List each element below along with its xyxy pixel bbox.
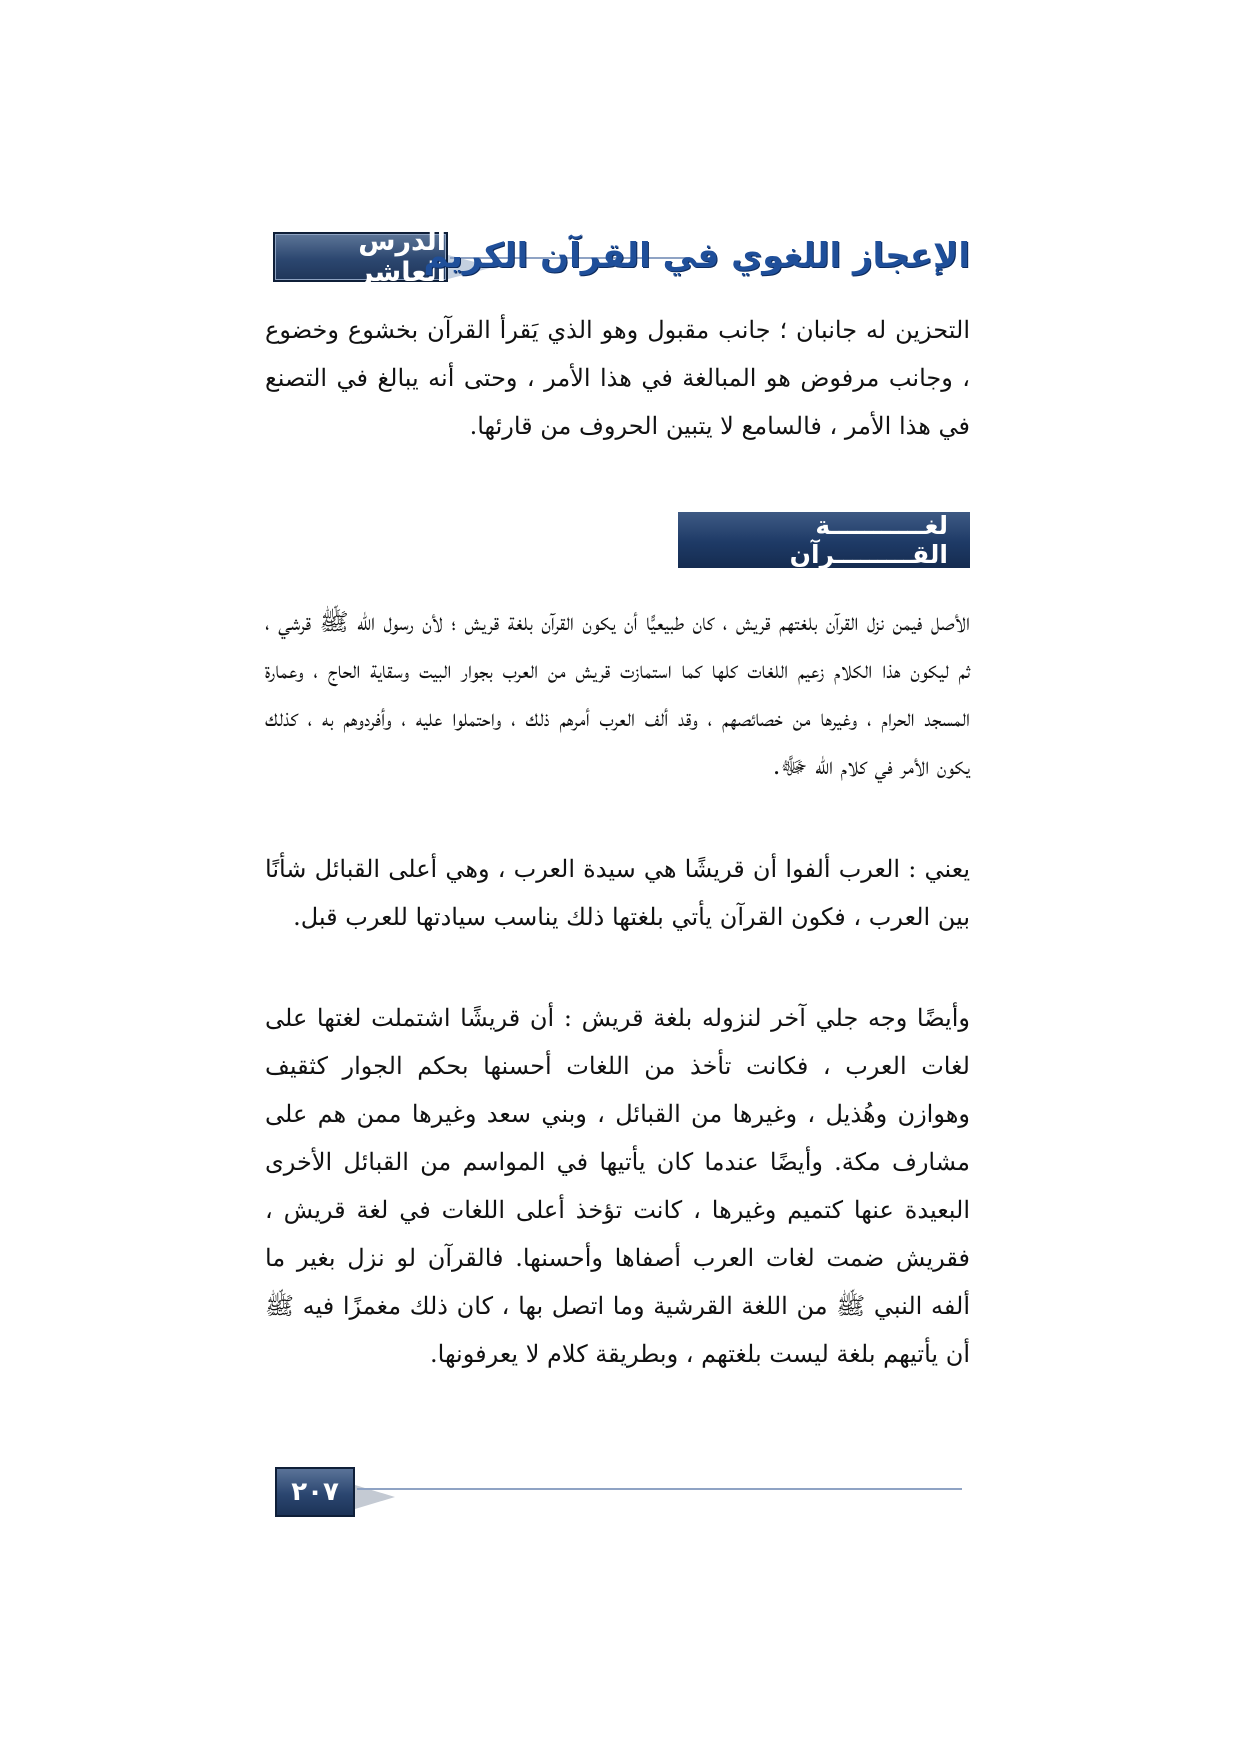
page-number-box (275, 1467, 355, 1517)
paragraph-3: يعني : العرب ألفوا أن قريشًا هي سيدة العرب ، وهي أعلى القبائل شأنًا بين العرب ، فكون القرآن يأتي بلغتها ذلك يناسب سيادتها للعرب قبل. (265, 855, 970, 931)
lesson-label: الدرس العاشر (357, 226, 446, 288)
paragraph-4: وأيضًا وجه جلي آخر لنزوله بلغة قريش : أن قريشًا اشتملت لغتها على لغات العرب ، فكانت تأخذ من اللغات أحسنها بحكم الجوار كثقيف وهوازن وهُذيل ، وغيرها من القبائل ، وبني سعد وغيرها ممن هم على مشارف مكة. وأيضًا عندما كان يأتيها في المواسم من القبائل الأخرى البعيدة عنها كتميم وغيرها ، كانت تؤخذ أعلى اللغات في لغة قريش ، فقريش ضمت لغات العرب أصفاها وأحسنها. فالقرآن لو نزل بغير ما ألفه النبي ﷺ من اللغة القرشية وما اتصل بها ، كان ذلك مغمزًا فيه ﷺ أن يأتيهم بلغة ليست بلغتهم ، وبطريقة كلام لا يعرفونها. (265, 1004, 971, 1368)
footer-divider (357, 1488, 962, 1490)
book-title: الإعجاز اللغوي في القرآن الكريم (423, 236, 970, 276)
paragraph-2: الأصل فيمن نزل القرآن بلغتهم قريش ، كان طبيعيًّا أن يكون القرآن بلغة قريش ؛ لأن رسول الله ﷺ قرشي ، ثم ليكون هذا الكلام زعيم اللغات كلها كما استمازت قريش من العرب بجوار البيت وسقاية الحاج ، وعمارة المسجد الحرام ، وغيرها من خصائصهم ، وقد ألف العرب أمرهم ذلك ، واحتملوا عليه ، وأفردوهم به ، كذلك يكون الأمر في كلام الله ﷻ. (265, 608, 971, 780)
section-heading: لغـــــــــــة القـــــــــرآن (789, 511, 948, 569)
paragraph-1: التحزين له جانبان ؛ جانب مقبول وهو الذي يَقرأ القرآن بخشوع وخضوع ، وجانب مرفوض هو المبالغة في هذا الأمر ، وحتى أنه يبالغ في التصنع في هذا الأمر ، فالسامع لا يتبين الحروف من قارئها. (265, 316, 970, 440)
lesson-label-box (273, 226, 448, 288)
page-number: ٢٠٧ (291, 1477, 339, 1507)
section-heading-box (678, 512, 970, 568)
